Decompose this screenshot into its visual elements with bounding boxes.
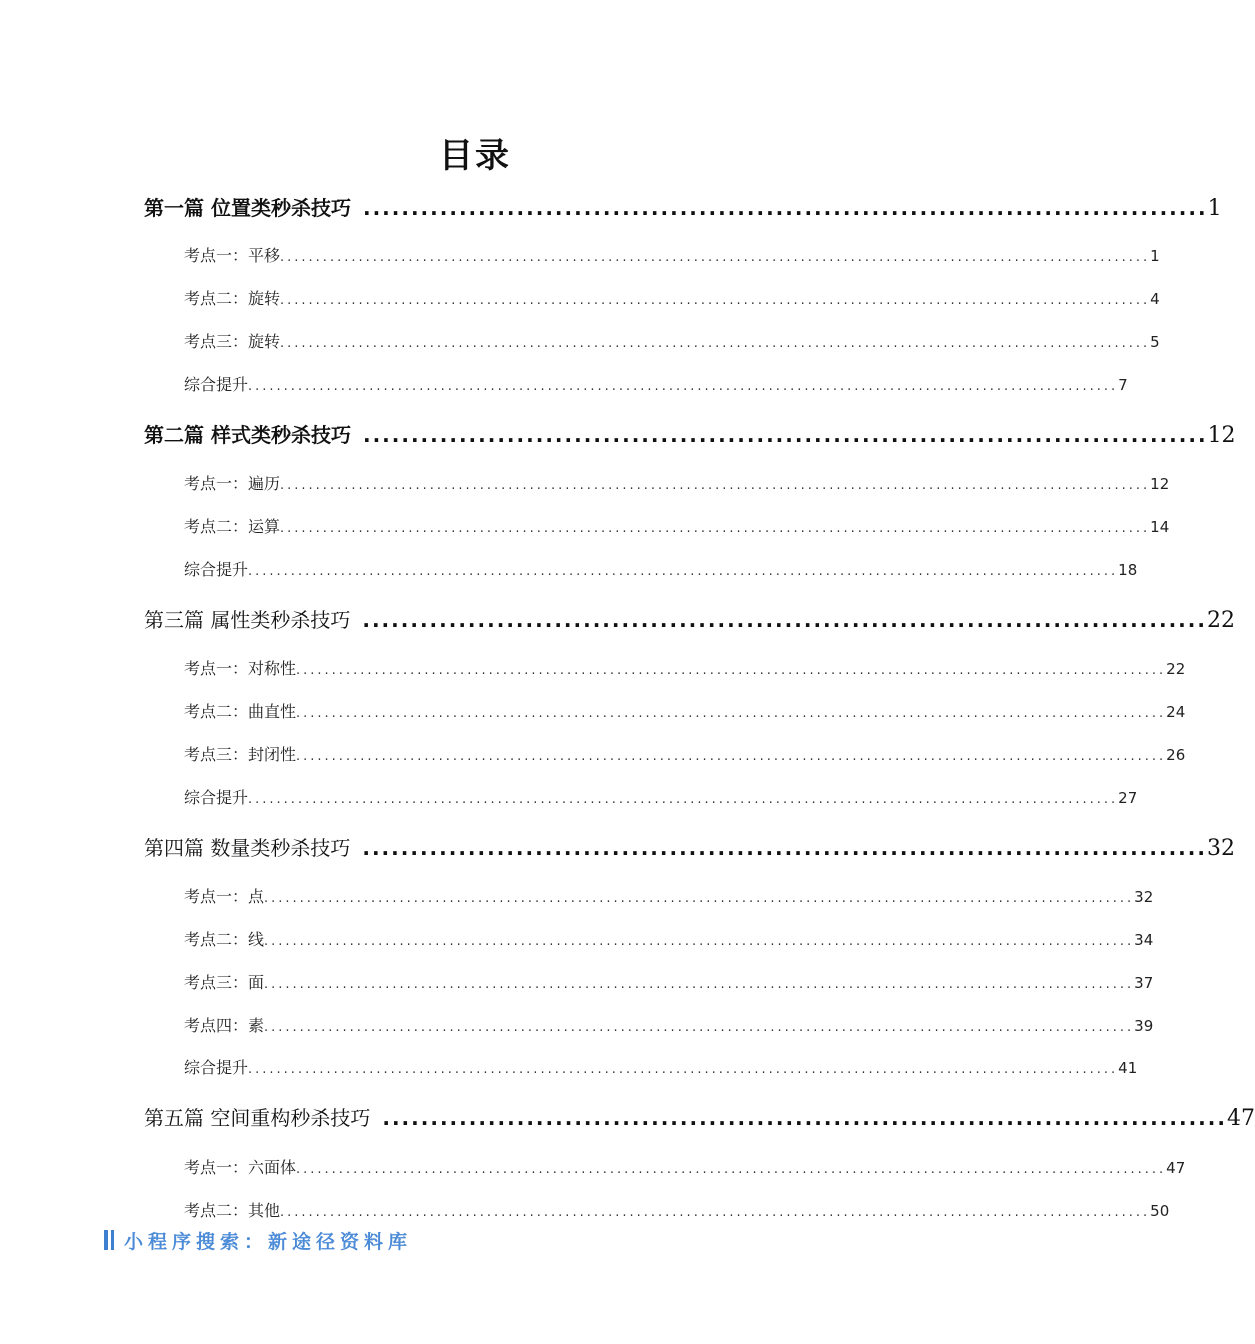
toc-section[interactable] <box>184 1055 1138 1081</box>
toc-section-label: 综合提升 <box>184 560 249 579</box>
dot-leader: .......................................................................................................................... <box>248 379 1119 394</box>
toc-section[interactable] <box>184 656 1186 682</box>
toc-section-label: 考点一：对称性 <box>184 659 297 678</box>
footer-text: 小程序搜索：新途径资料库 <box>124 1230 413 1253</box>
toc-page-number: 50 <box>1150 1202 1170 1220</box>
toc-page-number: 32 <box>1134 888 1154 906</box>
toc-section-label: 考点二：其他 <box>184 1201 281 1220</box>
footer-banner <box>104 1228 412 1252</box>
dot-leader: .......................................................................................................................... <box>248 564 1119 579</box>
toc-section[interactable] <box>184 329 1160 355</box>
toc-section-label: 考点一：遍历 <box>184 474 281 493</box>
toc-part-label: 第二篇 样式类秒杀技巧 <box>144 423 351 447</box>
toc-section[interactable] <box>184 557 1138 583</box>
dot-leader: .......................................................................................................................... <box>264 934 1135 949</box>
toc-section[interactable] <box>184 372 1128 398</box>
dot-leader: .......................................................................................................................... <box>264 891 1135 906</box>
dot-leader: .......................................................................................................................... <box>296 1162 1167 1177</box>
toc-part-1[interactable] <box>144 193 1222 223</box>
toc-page-number: 27 <box>1118 789 1138 807</box>
dot-leader: .......................................................................................................................... <box>296 706 1167 721</box>
toc-section[interactable] <box>184 970 1154 996</box>
dot-leader: ........................................................................................ <box>362 196 1208 220</box>
toc-section-label: 综合提升 <box>184 1058 249 1077</box>
toc-page-number: 34 <box>1134 931 1154 949</box>
toc-page-number: 47 <box>1166 1159 1186 1177</box>
toc-page-number: 12 <box>1150 475 1170 493</box>
toc-section-label: 考点二：曲直性 <box>184 702 297 721</box>
dot-leader: .......................................................................................................................... <box>248 1062 1119 1077</box>
toc-page-number: 14 <box>1150 518 1170 536</box>
toc-section[interactable] <box>184 1198 1170 1224</box>
dot-leader: .......................................................................................................................... <box>264 977 1135 992</box>
toc-page-number: 1 <box>1150 247 1160 265</box>
toc-section[interactable] <box>184 742 1186 768</box>
toc-page-number: 22 <box>1166 660 1186 678</box>
toc-section-label: 考点三：封闭性 <box>184 745 297 764</box>
toc-part-3[interactable] <box>144 605 1235 635</box>
dot-leader: .......................................................................................................................... <box>280 336 1151 351</box>
toc-page-number: 47 <box>1226 1106 1255 1131</box>
toc-section-label: 考点二：旋转 <box>184 289 281 308</box>
page-title: 目录 <box>439 136 511 176</box>
dot-leader: ........................................................................................ <box>362 608 1207 632</box>
toc-page-number: 37 <box>1134 974 1154 992</box>
toc-section-label: 考点二：线 <box>184 930 265 949</box>
toc-page-number: 1 <box>1207 196 1222 221</box>
dot-leader: ........................................................................................ <box>362 836 1207 860</box>
toc-section[interactable] <box>184 1155 1186 1181</box>
toc-page-number: 39 <box>1134 1017 1154 1035</box>
toc-section[interactable] <box>184 927 1154 953</box>
toc-section-label: 考点一：平移 <box>184 246 281 265</box>
dot-leader: ........................................................................................ <box>382 1106 1227 1130</box>
toc-section[interactable] <box>184 1013 1154 1039</box>
dot-leader: .......................................................................................................................... <box>280 293 1151 308</box>
toc-section-label: 考点一：点 <box>184 887 265 906</box>
toc-page-number: 22 <box>1206 608 1235 633</box>
toc-section[interactable] <box>184 514 1170 540</box>
toc-section[interactable] <box>184 243 1160 269</box>
toc-page-number: 41 <box>1118 1059 1138 1077</box>
footer-accent-bar <box>104 1230 108 1250</box>
toc-part-label: 第一篇 位置类秒杀技巧 <box>144 196 351 220</box>
toc-section[interactable] <box>184 785 1138 811</box>
toc-part-4[interactable] <box>144 833 1235 863</box>
toc-page-number: 12 <box>1207 423 1236 448</box>
toc-section-label: 考点二：运算 <box>184 517 281 536</box>
toc-section-label: 考点一：六面体 <box>184 1158 297 1177</box>
toc-page-number: 5 <box>1150 333 1160 351</box>
toc-section[interactable] <box>184 471 1170 497</box>
toc-part-5[interactable] <box>144 1103 1255 1133</box>
footer-accent-bar <box>111 1230 114 1250</box>
toc-part-label: 第三篇 属性类秒杀技巧 <box>144 608 351 632</box>
dot-leader: .......................................................................................................................... <box>280 250 1151 265</box>
toc-part-2[interactable] <box>144 420 1236 450</box>
toc-page-number: 7 <box>1118 376 1128 394</box>
toc-section[interactable] <box>184 699 1186 725</box>
toc-section-label: 考点三：旋转 <box>184 332 281 351</box>
toc-section-label: 考点四：素 <box>184 1016 265 1035</box>
toc-part-label: 第四篇 数量类秒杀技巧 <box>144 836 351 860</box>
toc-page-number: 18 <box>1118 561 1138 579</box>
toc-part-label: 第五篇 空间重构秒杀技巧 <box>144 1106 371 1130</box>
toc-page-number: 32 <box>1206 836 1235 861</box>
dot-leader: .......................................................................................................................... <box>280 478 1151 493</box>
toc-section-label: 综合提升 <box>184 788 249 807</box>
dot-leader: .......................................................................................................................... <box>296 749 1167 764</box>
dot-leader: .......................................................................................................................... <box>248 792 1119 807</box>
toc-page-number: 4 <box>1150 290 1160 308</box>
dot-leader: ........................................................................................ <box>362 423 1208 447</box>
toc-section[interactable] <box>184 884 1154 910</box>
dot-leader: .......................................................................................................................... <box>280 521 1151 536</box>
toc-page-number: 24 <box>1166 703 1186 721</box>
toc-page-number: 26 <box>1166 746 1186 764</box>
toc-section-label: 考点三：面 <box>184 973 265 992</box>
dot-leader: .......................................................................................................................... <box>296 663 1167 678</box>
dot-leader: .......................................................................................................................... <box>280 1205 1151 1220</box>
toc-section-label: 综合提升 <box>184 375 249 394</box>
toc-section[interactable] <box>184 286 1160 312</box>
dot-leader: .......................................................................................................................... <box>264 1020 1135 1035</box>
